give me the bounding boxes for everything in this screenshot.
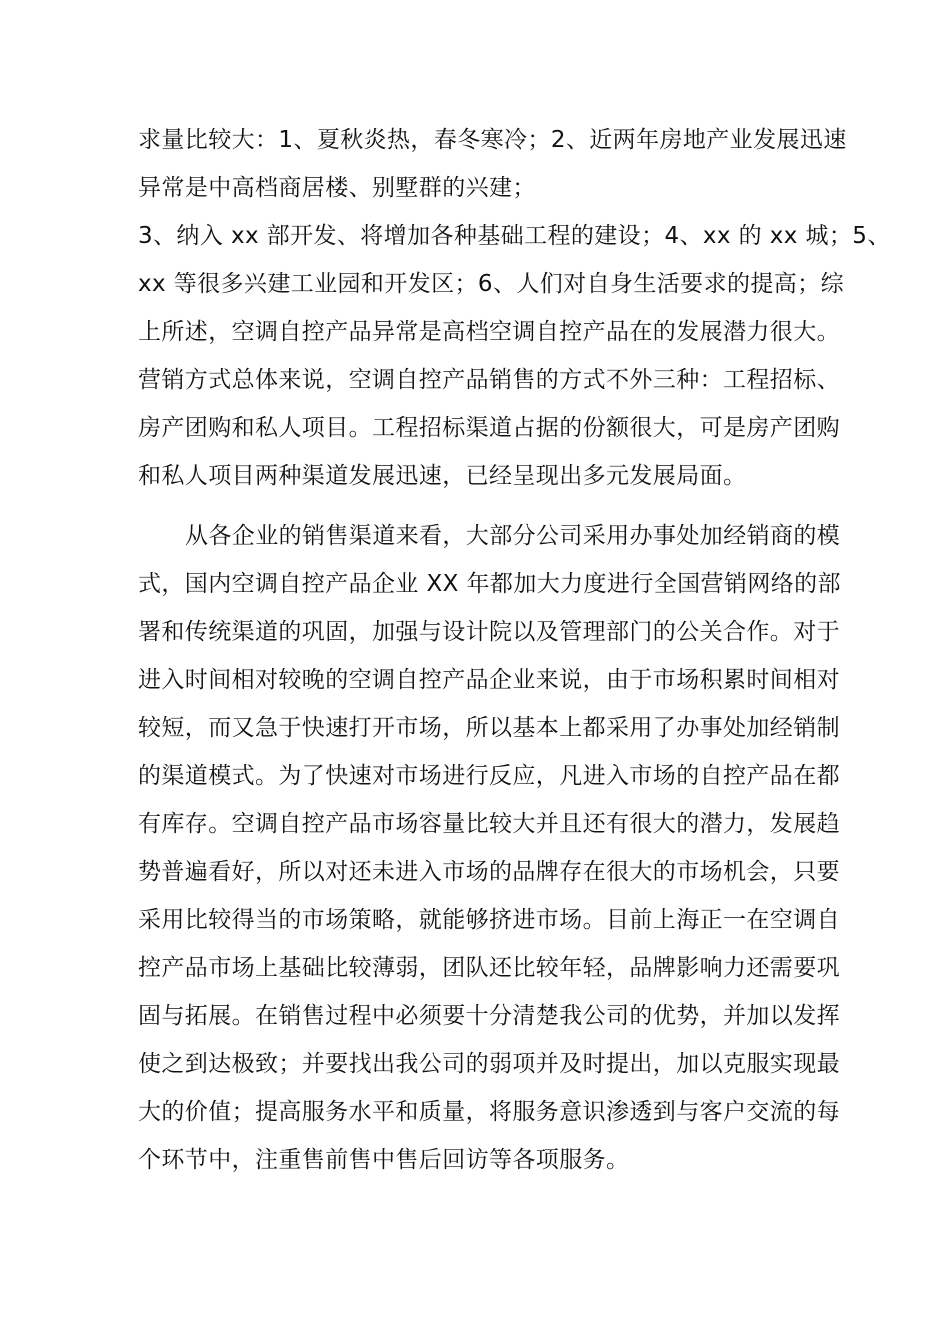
text-line: 使之到达极致；并要找出我公司的弱项并及时提出，加以克服实现最 (138, 1051, 840, 1077)
text-line: 的渠道模式。为了快速对市场进行反应，凡进入市场的自控产品在都 (138, 763, 840, 789)
text-line: 求量比较大：1、夏秋炎热，春冬寒冷；2、近两年房地产业发展迅速 (138, 127, 847, 153)
text-line: 上所述，空调自控产品异常是高档空调自控产品在的发展潜力很大。 (138, 319, 840, 345)
text-line: 大的价值；提高服务水平和质量，将服务意识渗透到与客户交流的每 (138, 1099, 840, 1125)
text-line: 式，国内空调自控产品企业 XX 年都加大力度进行全国营销网络的部 (138, 571, 841, 597)
text-line: 较短，而又急于快速打开市场，所以基本上都采用了办事处加经销制 (138, 715, 840, 741)
paragraph-market-factors (138, 212, 891, 500)
text-line: xx 等很多兴建工业园和开发区；6、人们对自身生活要求的提高；综 (138, 271, 844, 297)
text-line: 势普遍看好，所以对还未进入市场的品牌存在很大的市场机会，只要 (138, 859, 840, 885)
text-line: 固与拓展。在销售过程中必须要十分清楚我公司的优势，并加以发挥 (138, 1003, 840, 1029)
text-line: 房产团购和私人项目。工程招标渠道占据的份额很大，可是房产团购 (138, 415, 840, 441)
text-line: 个环节中，注重售前售中售后回访等各项服务。 (138, 1147, 630, 1173)
text-line: 营销方式总体来说，空调自控产品销售的方式不外三种：工程招标、 (138, 367, 840, 393)
text-line: 署和传统渠道的巩固，加强与设计院以及管理部门的公关合作。对于 (138, 619, 840, 645)
text-line: 进入时间相对较晚的空调自控产品企业来说，由于市场积累时间相对 (138, 667, 840, 693)
text-line: 3、纳入 xx 部开发、将增加各种基础工程的建设；4、xx 的 xx 城；5、 (138, 223, 891, 249)
text-line: 异常是中高档商居楼、别墅群的兴建； (138, 175, 536, 201)
text-line: 采用比较得当的市场策略，就能够挤进市场。目前上海正一在空调自 (138, 907, 840, 933)
paragraph-spacer (138, 500, 828, 512)
text-line: 有库存。空调自控产品市场容量比较大并且还有很大的潜力，发展趋 (138, 811, 840, 837)
paragraph-demand (138, 116, 847, 212)
paragraph-sales-channels (138, 512, 841, 1184)
text-line: 和私人项目两种渠道发展迅速，已经呈现出多元发展局面。 (138, 463, 747, 489)
document-body (138, 116, 891, 1184)
text-line: 从各企业的销售渠道来看，大部分公司采用办事处加经销商的模 (185, 523, 841, 549)
text-line: 控产品市场上基础比较薄弱，团队还比较年轻，品牌影响力还需要巩 (138, 955, 840, 981)
